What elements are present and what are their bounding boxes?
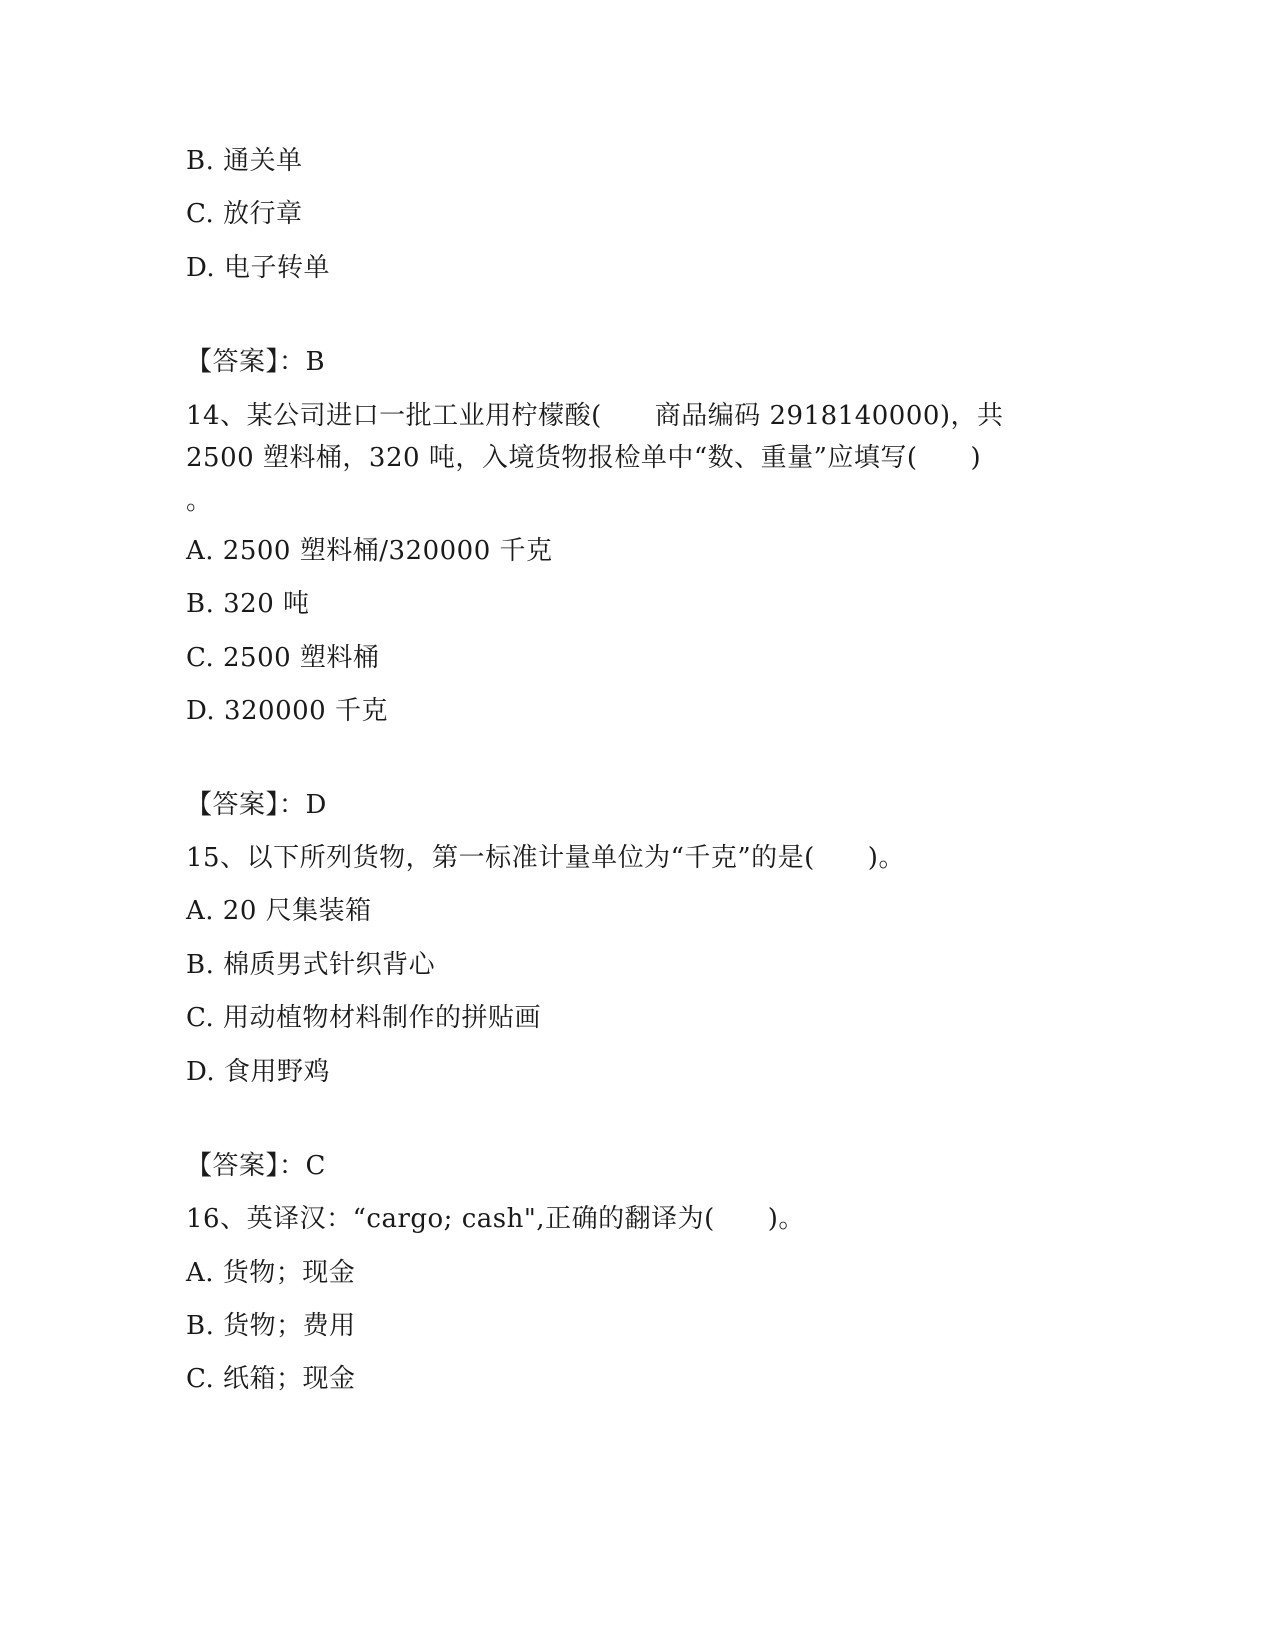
q15-answer: 【答案】：C	[186, 1151, 326, 1181]
option-c-prev: C. 放行章	[186, 199, 303, 229]
q14-option-c: C. 2500 塑料桶	[186, 643, 380, 673]
option-b-prev: B. 通关单	[186, 146, 303, 176]
q14-option-b: B. 320 吨	[186, 589, 310, 619]
q15-option-d: D. 食用野鸡	[186, 1057, 330, 1087]
answer-prev: 【答案】：B	[186, 347, 326, 377]
q16-option-c: C. 纸箱；现金	[186, 1364, 356, 1394]
q16-option-b: B. 货物；费用	[186, 1311, 356, 1341]
q14-stem-line3: 。	[186, 486, 213, 516]
q16-stem: 16、英译汉：“cargo; cash",正确的翻译为( )。	[186, 1204, 805, 1234]
option-d-prev: D. 电子转单	[186, 253, 330, 283]
q15-option-c: C. 用动植物材料制作的拼贴画	[186, 1003, 541, 1033]
q16-option-a: A. 货物；现金	[186, 1258, 356, 1288]
q14-stem-line1: 14、某公司进口一批工业用柠檬酸( 商品编码 2918140000)，共	[186, 401, 1004, 431]
q15-option-b: B. 棉质男式针织背心	[186, 950, 436, 980]
q14-answer: 【答案】：D	[186, 790, 327, 820]
q14-stem-line2: 2500 塑料桶，320 吨，入境货物报检单中“数、重量”应填写( )	[186, 443, 982, 473]
q15-stem: 15、以下所列货物，第一标准计量单位为“千克”的是( )。	[186, 843, 905, 873]
q14-option-d: D. 320000 千克	[186, 696, 388, 726]
q14-option-a: A. 2500 塑料桶/320000 千克	[186, 536, 553, 566]
q15-option-a: A. 20 尺集装箱	[186, 896, 372, 926]
